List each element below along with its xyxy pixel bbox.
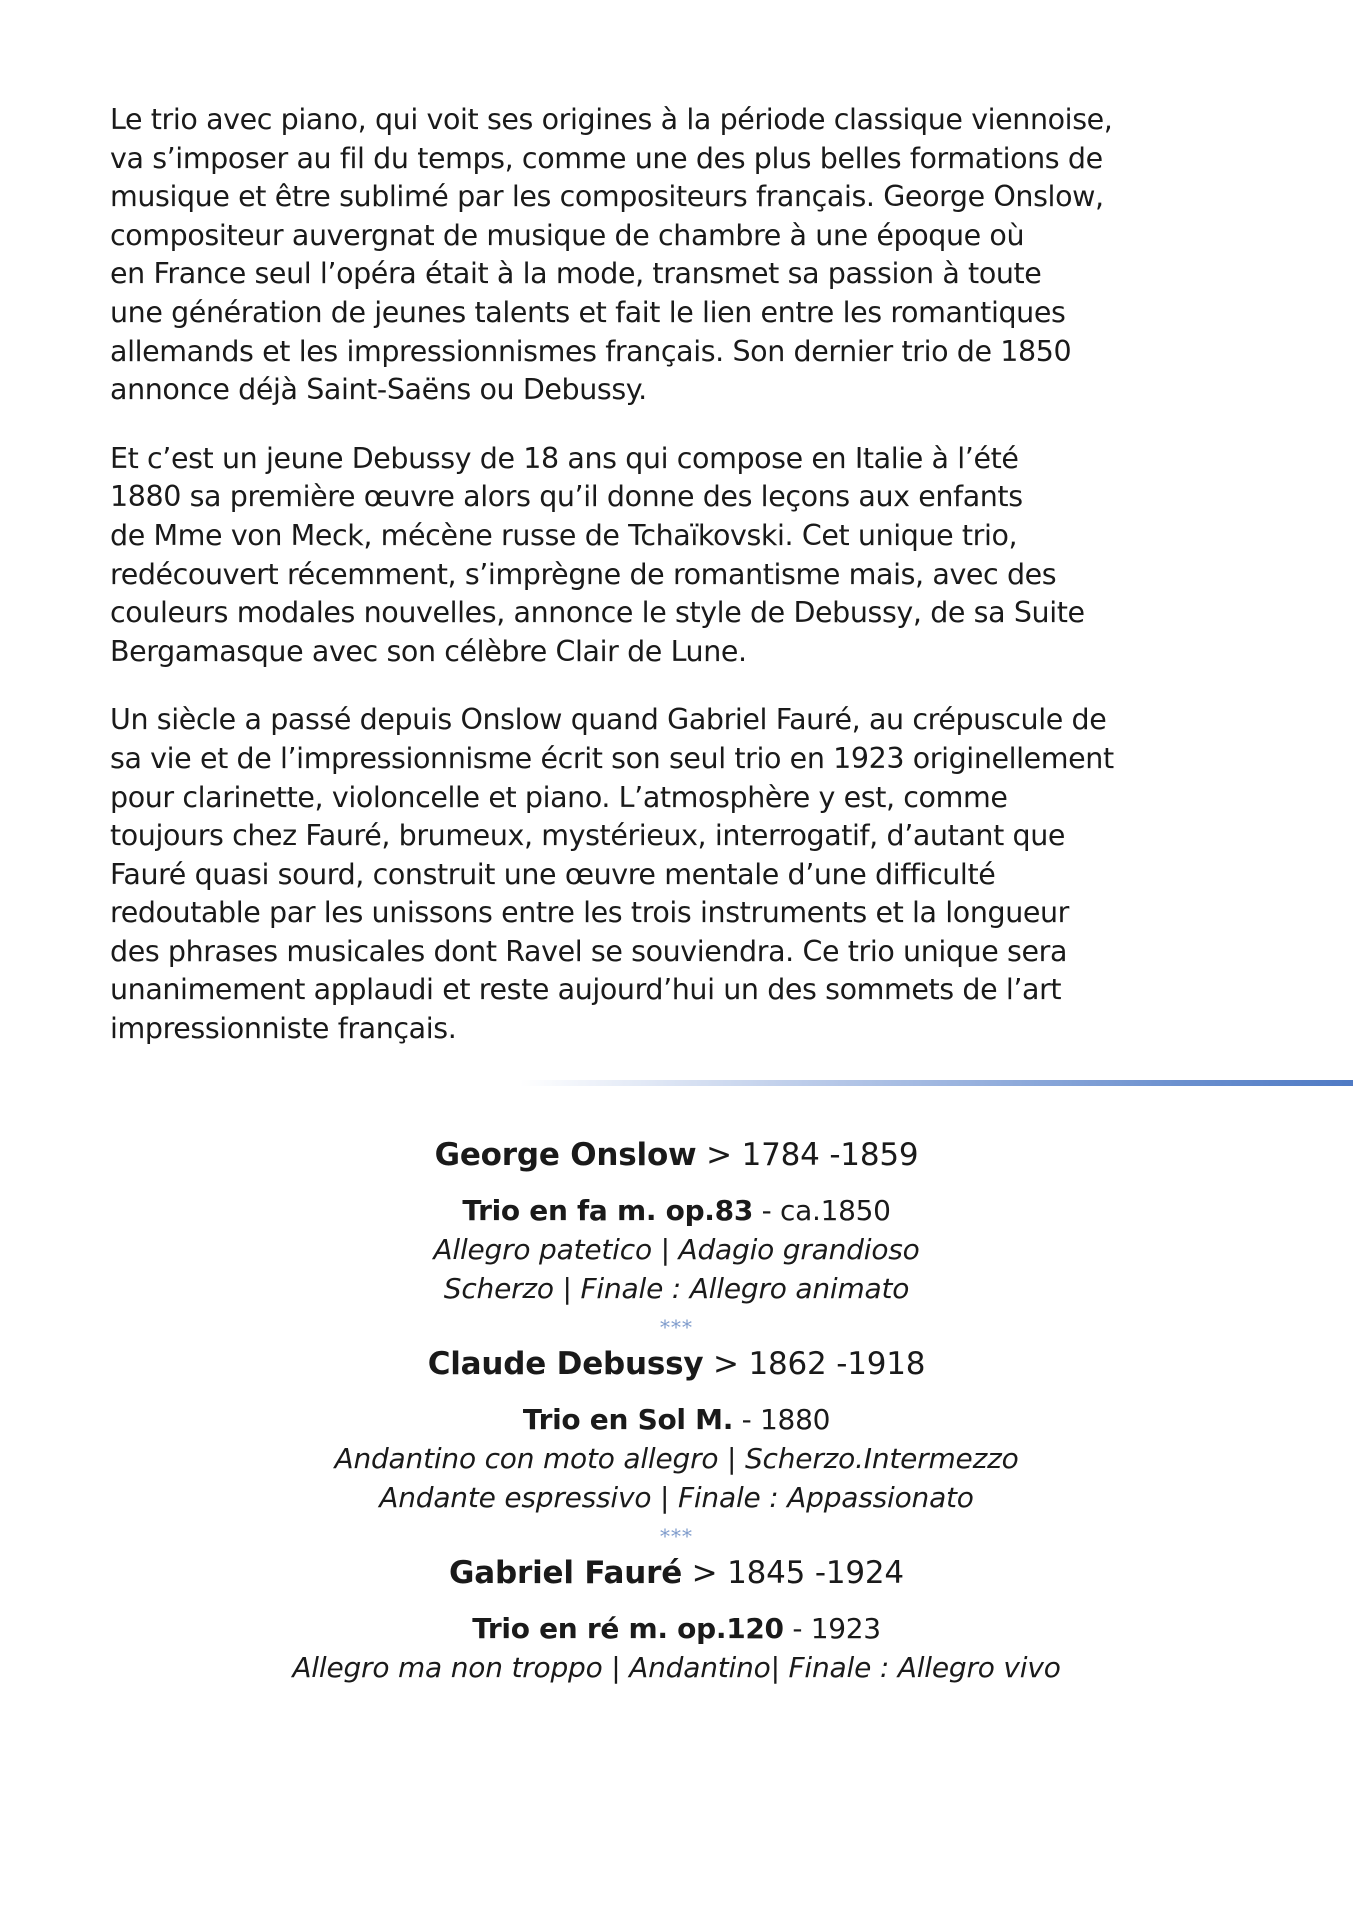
intro-text (110, 101, 1310, 1079)
text-line: toujours chez Fauré, brumeux, mystérieux, interrogatif, d’autant que (110, 819, 1066, 853)
movement-line: Allegro patetico | Adagio grandioso (433, 1233, 920, 1266)
text-line: redoutable par les unissons entre les trois instruments et la longueur (110, 896, 1069, 930)
text-line: Bergamasque avec son célèbre Clair de Lune. (110, 634, 747, 668)
movement-line: Andante espressivo | Finale : Appassionato (379, 1481, 974, 1514)
work-heading (0, 1400, 1353, 1439)
text-line: unanimement applaudi et reste aujourd’hui un des sommets de l’art (110, 973, 1062, 1007)
composer-name: Gabriel Fauré (449, 1555, 683, 1591)
work-date: - 1923 (783, 1612, 881, 1645)
text-line: de Mme von Meck, mécène russe de Tchaïkovski. Cet unique trio, (110, 518, 1018, 552)
text-line: pour clarinette, violoncelle et piano. L’atmosphère y est, comme (110, 780, 1008, 814)
composer-dates: > 1845 -1924 (682, 1555, 904, 1591)
gradient-divider (520, 1080, 1353, 1086)
text-line: en France seul l’opéra était à la mode, transmet sa passion à toute (110, 257, 1042, 291)
text-line: allemands et les impressionnismes français. Son dernier trio de 1850 (110, 334, 1072, 368)
text-line: Fauré quasi sourd, construit une œuvre mentale d’une difficulté (110, 857, 996, 891)
movement-line: Andantino con moto allegro | Scherzo.Intermezzo (334, 1442, 1019, 1475)
intro-paragraph (110, 440, 1310, 672)
text-line: 1880 sa première œuvre alors qu’il donne des leçons aux enfants (110, 480, 1023, 514)
program-piece-onslow (0, 1135, 1353, 1308)
composer-name: George Onslow (434, 1137, 697, 1173)
text-line: Et c’est un jeune Debussy de 18 ans qui compose en Italie à l’été (110, 441, 1019, 475)
composer-dates: > 1862 -1918 (703, 1346, 926, 1382)
work-heading (0, 1609, 1353, 1648)
text-line: redécouvert récemment, s’imprègne de romantisme mais, avec des (110, 557, 1057, 591)
movement-line: Allegro ma non troppo | Andantino| Finale : Allegro vivo (292, 1651, 1061, 1684)
concert-program (0, 1135, 1353, 1687)
text-line: annonce déjà Saint-Saëns ou Debussy. (110, 373, 647, 407)
text-line: couleurs modales nouvelles, annonce le style de Debussy, de sa Suite (110, 596, 1085, 630)
composer-name: Claude Debussy (427, 1346, 704, 1382)
composer-heading (0, 1344, 1353, 1384)
text-line: des phrases musicales dont Ravel se souviendra. Ce trio unique sera (110, 934, 1068, 968)
work-date: - 1880 (733, 1403, 831, 1436)
composer-heading (0, 1135, 1353, 1175)
asterism-separator: *** (660, 1315, 693, 1339)
asterism-separator: *** (660, 1524, 693, 1548)
text-line: va s’imposer au fil du temps, comme une des plus belles formations de (110, 141, 1103, 175)
work-title: Trio en fa m. op.83 (462, 1194, 754, 1227)
composer-dates: > 1784 -1859 (696, 1137, 919, 1173)
text-line: sa vie et de l’impressionnisme écrit son seul trio en 1923 originellement (110, 741, 1114, 775)
work-title: Trio en Sol M. (522, 1403, 734, 1436)
composer-heading (0, 1553, 1353, 1593)
text-line: Le trio avec piano, qui voit ses origines à la période classique viennoise, (110, 103, 1113, 136)
text-line: Un siècle a passé depuis Onslow quand Gabriel Fauré, au crépuscule de (110, 703, 1107, 737)
intro-paragraph (110, 101, 1310, 410)
text-line: musique et être sublimé par les compositeurs français. George Onslow, (110, 180, 1104, 214)
program-piece-debussy (0, 1344, 1353, 1517)
work-heading (0, 1191, 1353, 1230)
text-line: une génération de jeunes talents et fait le lien entre les romantiques (110, 295, 1066, 329)
work-date: - ca.1850 (753, 1194, 891, 1227)
program-piece-faure (0, 1553, 1353, 1687)
intro-paragraph (110, 701, 1310, 1048)
text-line: impressionniste français. (110, 1012, 457, 1046)
movement-line: Scherzo | Finale : Allegro animato (443, 1272, 910, 1305)
work-title: Trio en ré m. op.120 (472, 1612, 784, 1645)
text-line: compositeur auvergnat de musique de chambre à une époque où (110, 218, 1025, 252)
